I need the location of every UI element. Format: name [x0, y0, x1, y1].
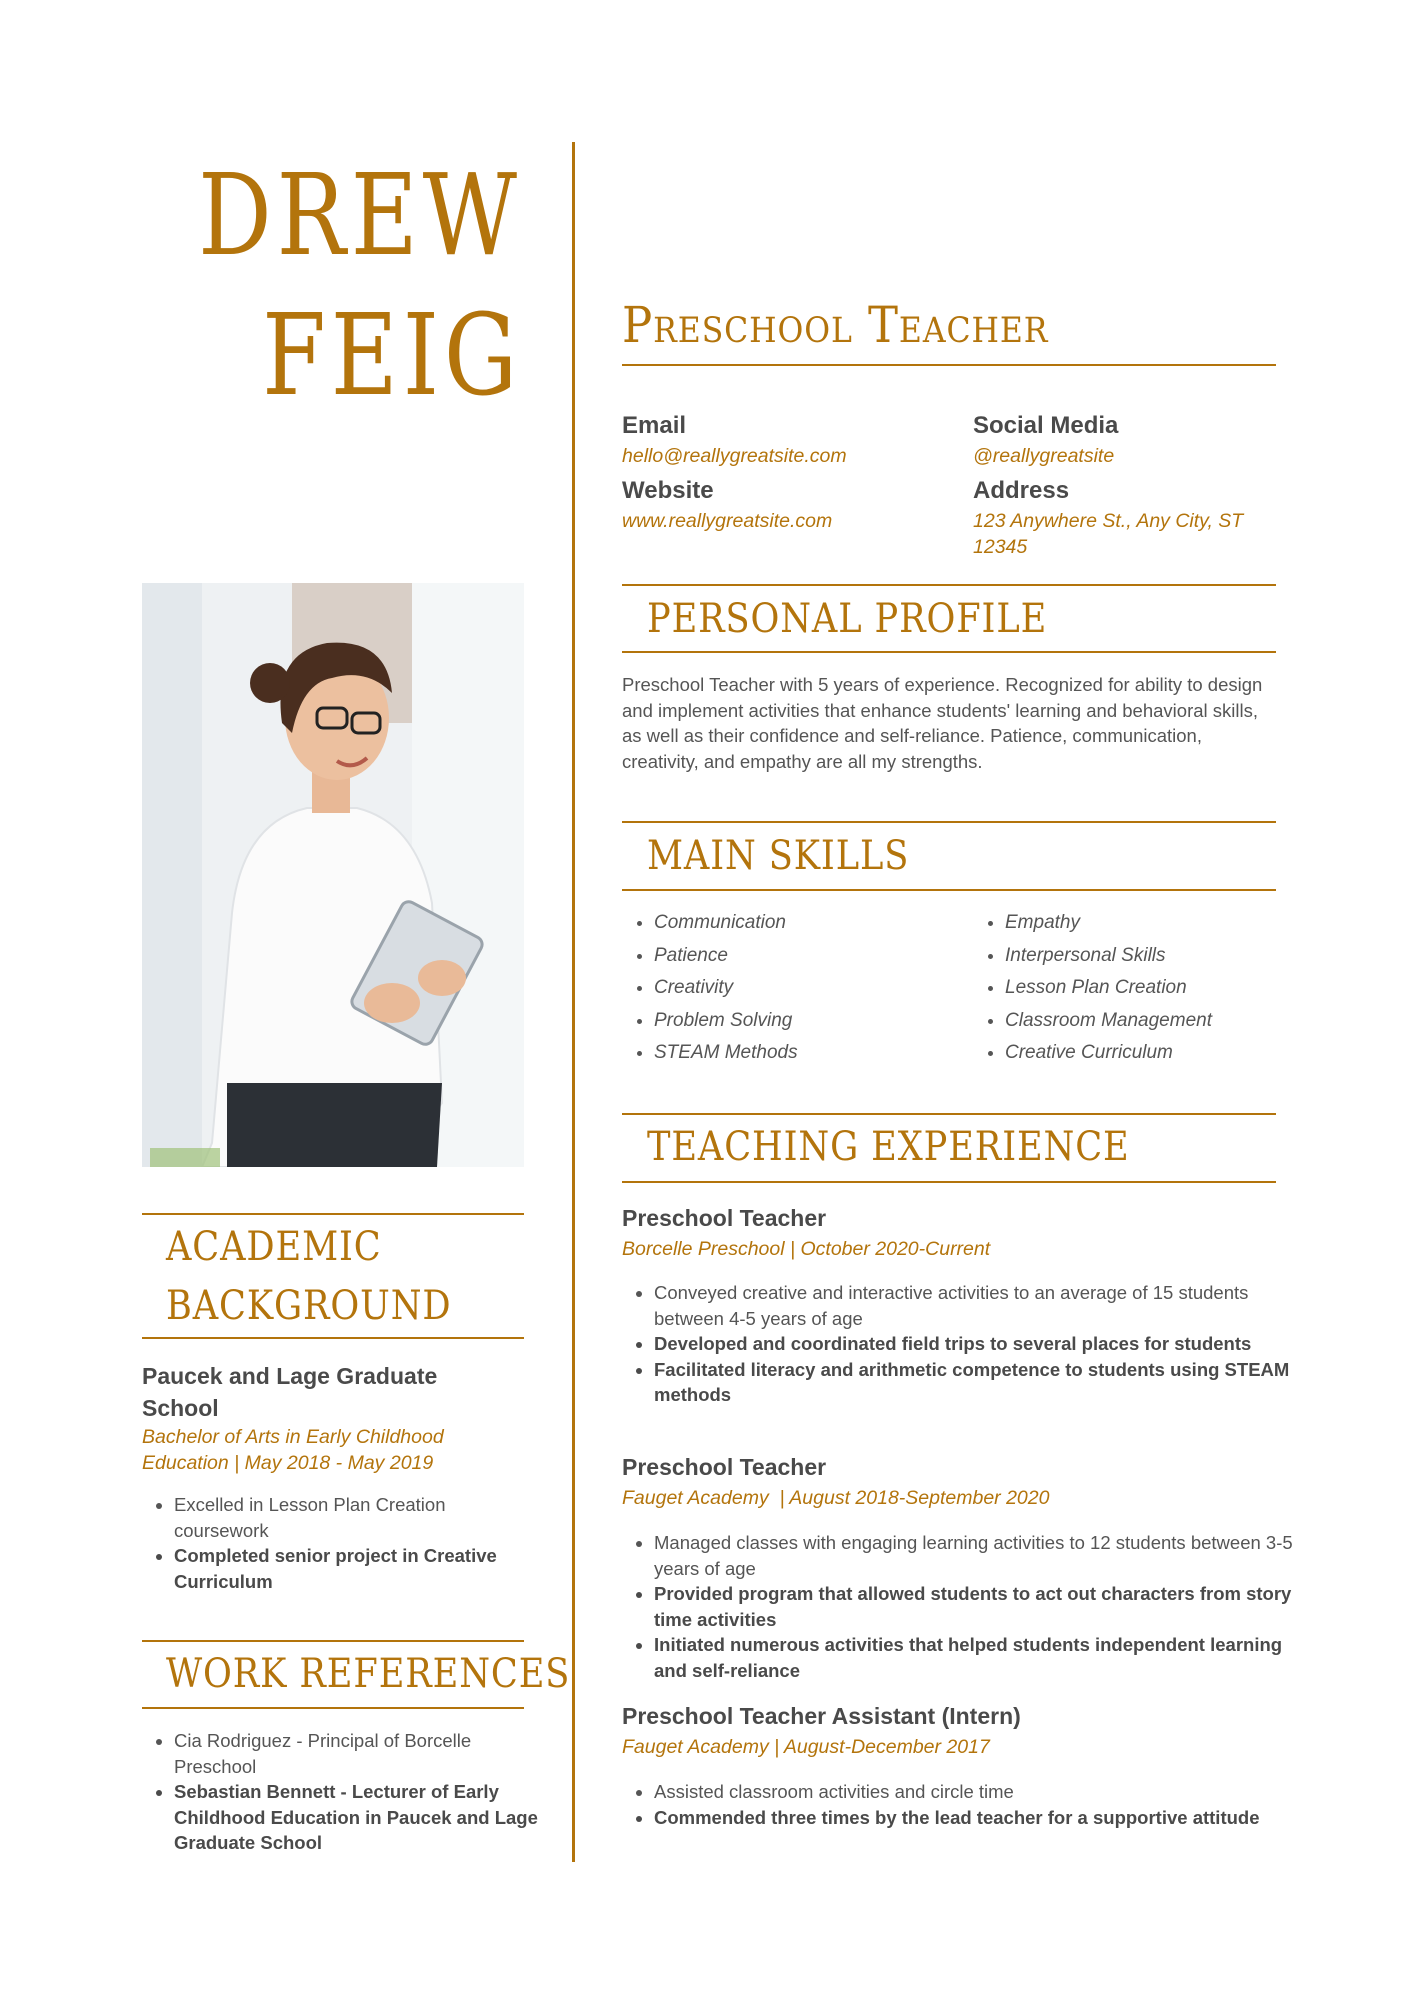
name-last: FEIG [261, 291, 522, 421]
job-3-bullets [622, 1779, 1314, 1830]
bullet-item: • Assisted classroom activities and circle time [654, 1779, 1314, 1805]
job-2-title: Preschool Teacher [622, 1454, 827, 1480]
divider [622, 1181, 1276, 1183]
academic-title-line2: BACKGROUND [166, 1283, 452, 1329]
bullet-item: • Conveyed creative and interactive activities to an average of 15 students between 4-5 years of age [654, 1280, 1294, 1331]
divider [622, 821, 1276, 823]
job-1-meta: Borcelle Preschool | October 2020-Current [622, 1238, 991, 1260]
skills-list-left [622, 907, 798, 1070]
references-title: WORK REFERENCES [166, 1651, 571, 1697]
reference-item: • Cia Rodriguez - Principal of Borcelle Preschool [174, 1728, 546, 1779]
profile-photo [142, 583, 524, 1167]
profile-text: Preschool Teacher with 5 years of experience. Recognized for ability to design and implement activities that enhance students' learning and behavioral skills, as well as their confidence and self-reliance. Patience, communication, creativity, and empathy are all my strengths. [622, 674, 1263, 772]
social-label: Social Media [973, 412, 1119, 439]
profile-title: PERSONAL PROFILE [647, 596, 1048, 642]
references-list [142, 1728, 546, 1856]
divider [142, 1337, 524, 1339]
social-value: @reallygreatsite [973, 445, 1115, 467]
bullet-item: • Excelled in Lesson Plan Creation coursework [174, 1492, 534, 1543]
website-label: Website [622, 477, 714, 504]
skill-item: • Lesson Plan Creation [1005, 972, 1212, 1005]
job-3-title: Preschool Teacher Assistant (Intern) [622, 1703, 1021, 1729]
address-label: Address [973, 477, 1070, 504]
skill-item: • Patience [654, 940, 798, 973]
reference-item: • Sebastian Bennett - Lecturer of Early Childhood Education in Paucek and Lage Graduate School [174, 1779, 546, 1856]
academic-title-line1: ACADEMIC [166, 1224, 382, 1270]
job-1-title: Preschool Teacher [622, 1205, 827, 1231]
job-1-bullets [622, 1280, 1294, 1408]
address-line2: 12345 [973, 536, 1028, 558]
name-first: DREW [198, 151, 522, 281]
divider [142, 1213, 524, 1215]
address-line1: 123 Anywhere St., Any City, ST [973, 510, 1244, 532]
website-value: www.reallygreatsite.com [622, 510, 833, 532]
divider [622, 651, 1276, 653]
teacher-photo-illustration [142, 583, 524, 1167]
bullet-item: • Provided program that allowed students to act out characters from story time activities [654, 1581, 1314, 1632]
skill-item: • Creativity [654, 972, 798, 1005]
job-2-bullets [622, 1530, 1314, 1683]
bullet-item: • Developed and coordinated field trips to several places for students [654, 1331, 1294, 1357]
skill-item: • STEAM Methods [654, 1037, 798, 1070]
bullet-item: • Facilitated literacy and arithmetic competence to students using STEAM methods [654, 1357, 1294, 1408]
bullet-item: • Managed classes with engaging learning activities to 12 students between 3-5 years of age [654, 1530, 1314, 1581]
experience-title: TEACHING EXPERIENCE [647, 1124, 1130, 1170]
vertical-divider [572, 142, 575, 1862]
job-title: Preschool Teacher [622, 296, 1049, 354]
bullet-item: • Completed senior project in Creative Curriculum [174, 1543, 534, 1594]
job-3-meta: Fauget Academy | August-December 2017 [622, 1736, 990, 1758]
bullet-item: • Initiated numerous activities that helped students independent learning and self-reliance [654, 1632, 1314, 1683]
divider [622, 889, 1276, 891]
skill-item: • Problem Solving [654, 1005, 798, 1038]
divider [622, 1113, 1276, 1115]
skill-item: • Communication [654, 907, 798, 940]
skill-item: • Classroom Management [1005, 1005, 1212, 1038]
skills-list-right [973, 907, 1212, 1070]
bullet-item: • Commended three times by the lead teacher for a supportive attitude [654, 1805, 1314, 1831]
divider [622, 584, 1276, 586]
divider [622, 364, 1276, 366]
degree-info: Bachelor of Arts in Early Childhood Education | May 2018 - May 2019 [142, 1426, 444, 1474]
skill-item: • Interpersonal Skills [1005, 940, 1212, 973]
skill-item: • Creative Curriculum [1005, 1037, 1212, 1070]
school-name: Paucek and Lage Graduate School [142, 1363, 438, 1421]
email-value: hello@reallygreatsite.com [622, 445, 847, 467]
divider [142, 1640, 524, 1642]
email-label: Email [622, 412, 687, 439]
skill-item: • Empathy [1005, 907, 1212, 940]
academic-bullets [142, 1492, 534, 1594]
job-2-meta: Fauget Academy | August 2018-September 2020 [622, 1487, 1050, 1509]
divider [142, 1707, 524, 1709]
skills-title: MAIN SKILLS [647, 833, 910, 879]
